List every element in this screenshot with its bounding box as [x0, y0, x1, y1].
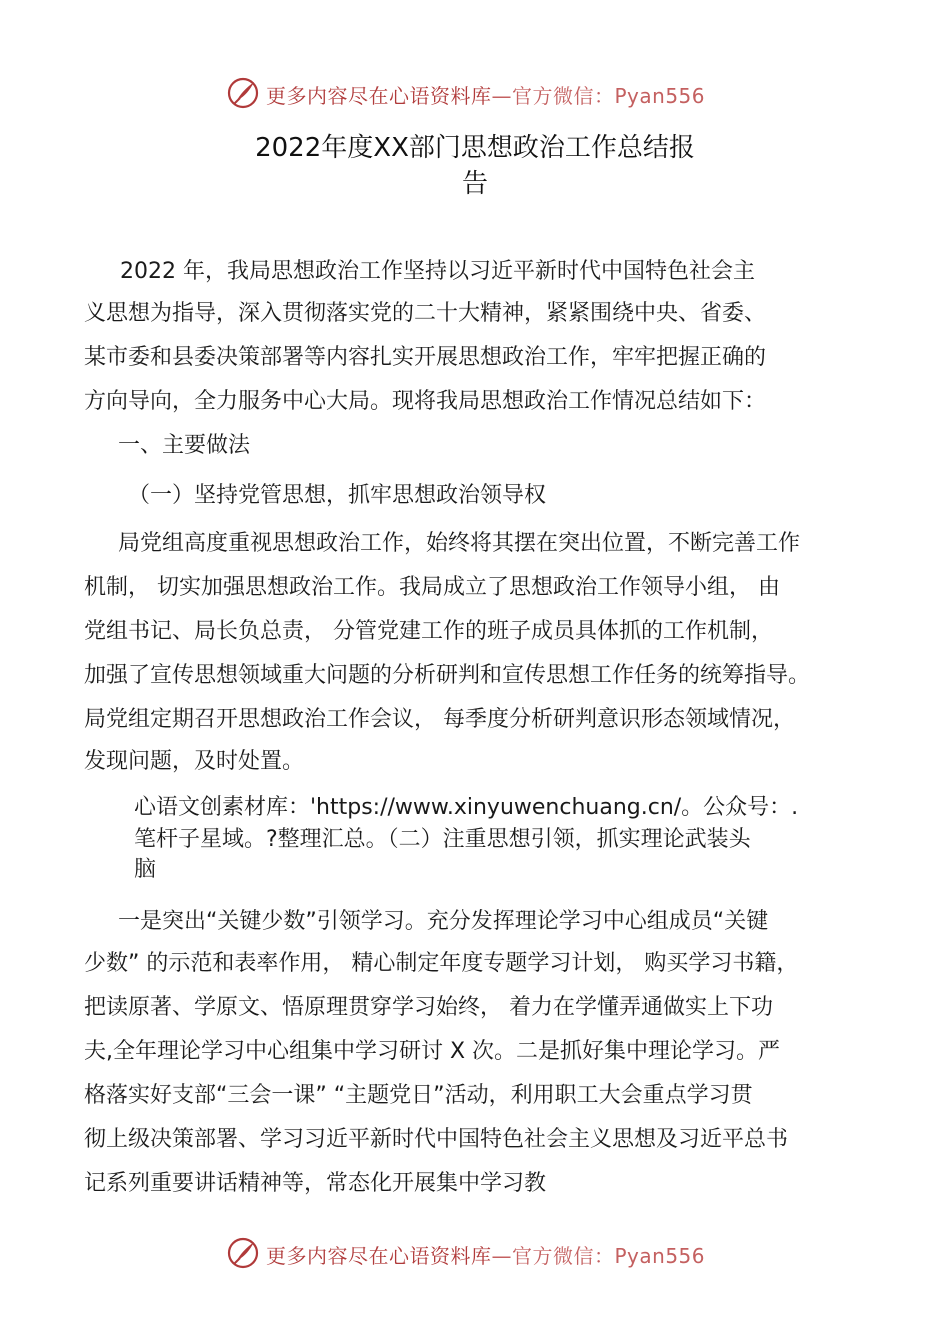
body-line: 党组书记、局长负总责， 分管党建工作的班子成员具体抓的工作机制，: [84, 619, 773, 644]
footer-watermark-banner: [0, 1234, 950, 1274]
body-line: 局党组定期召开思想政治工作会议， 每季度分析研判意识形态领域情况，: [84, 707, 795, 732]
body-line: 彻上级决策部署、学习习近平新时代中国特色社会主义思想及习近平总书: [84, 1127, 789, 1152]
body-line: 格落实好支部“三会一课” “主题党日”活动，利用职工大会重点学习贯: [84, 1083, 753, 1108]
footer-watermark-text: [266, 1240, 705, 1269]
body-line: 发现问题，及时处置。: [84, 749, 305, 774]
source-note-line: 心语文创素材库：'https://www.xinyuwenchuang.cn/。公众号：.: [134, 795, 799, 820]
header-watermark-contact: —官方微信：Pyan556: [491, 84, 706, 108]
source-note-line: 脑: [134, 857, 157, 882]
body-line: 义思想为指导，深入贯彻落实党的二十大精神，紧紧围绕中央、省委、: [84, 301, 767, 326]
body-line: 某市委和县委决策部署等内容扎实开展思想政治工作，牢牢把握正确的: [84, 345, 767, 370]
header-watermark-main: 更多内容尽在心语资料库: [266, 84, 492, 108]
quill-logo-icon: [226, 76, 260, 110]
header-watermark-banner: [0, 74, 950, 114]
source-note-line: 笔杆子星域。?整理汇总。（二）注重思想引领，抓实理论武装头: [134, 827, 751, 852]
body-line: 一是突出“关键少数”引领学习。充分发挥理论学习中心组成员“关键: [118, 909, 769, 934]
body-line: 把读原著、学原文、悟原理贯穿学习始终， 着力在学懂弄通做实上下功: [84, 995, 773, 1020]
body-line: 少数” 的示范和表率作用， 精心制定年度专题学习计划， 购买学习书籍，: [84, 951, 799, 976]
body-line: 夫,全年理论学习中心组集中学习研讨 X 次。二是抓好集中理论学习。严: [84, 1039, 781, 1064]
quill-logo-icon: [226, 1236, 260, 1270]
document-title: [0, 130, 950, 202]
header-watermark-text: [266, 80, 705, 109]
title-line-2: 告: [461, 169, 488, 199]
body-line: 机制， 切实加强思想政治工作。我局成立了思想政治工作领导小组， 由: [84, 575, 780, 600]
body-line: 方向导向，全力服务中心大局。现将我局思想政治工作情况总结如下：: [84, 389, 767, 414]
body-line: 记系列重要讲话精神等，常态化开展集中学习教: [84, 1171, 547, 1196]
title-line-1: 2022年度XX部门思想政治工作总结报: [255, 133, 695, 163]
footer-watermark-contact: —官方微信：Pyan556: [491, 1244, 706, 1268]
subsection-heading: （一）坚持党管思想，抓牢思想政治领导权: [128, 483, 547, 508]
body-line: 2022 年，我局思想政治工作坚持以习近平新时代中国特色社会主: [120, 259, 755, 284]
body-line: 加强了宣传思想领域重大问题的分析研判和宣传思想工作任务的统筹指导。: [84, 663, 811, 688]
section-heading: 一、主要做法: [118, 433, 251, 458]
footer-watermark-main: 更多内容尽在心语资料库: [266, 1244, 492, 1268]
body-line: 局党组高度重视思想政治工作，始终将其摆在突出位置，不断完善工作: [118, 531, 801, 556]
